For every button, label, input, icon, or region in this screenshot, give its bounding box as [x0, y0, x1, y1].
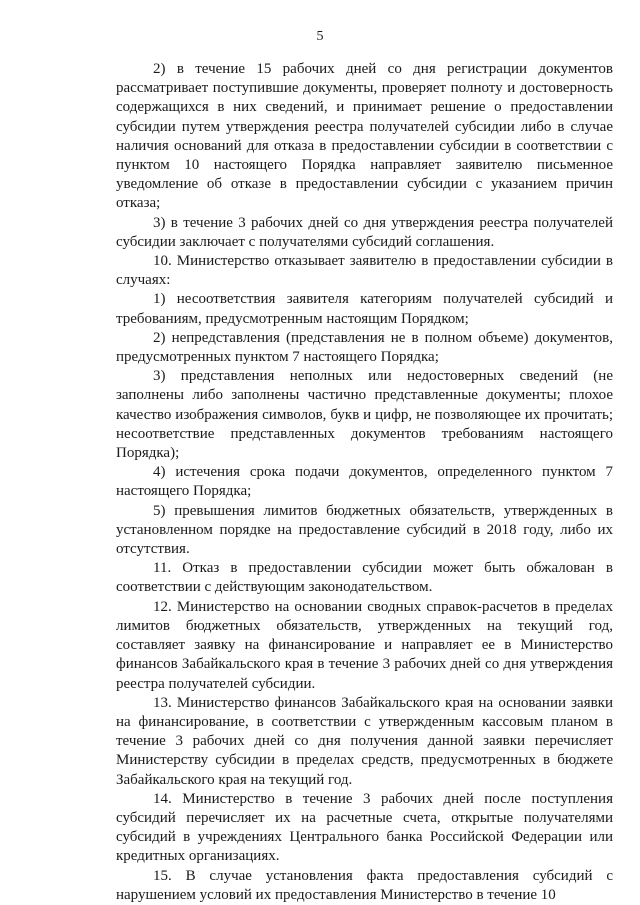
paragraph-11: 11. Отказ в предоставлении субсидии может быть обжалован в соответствии с действующим законодательством. — [116, 560, 613, 596]
paragraph-10-1: 1) несоответствия заявителя категориям получателей субсидий и требованиям, предусмотренным настоящим Порядком; — [116, 291, 613, 327]
paragraph-10-4: 4) истечения срока подачи документов, определенного пунктом 7 настоящего Порядка; — [116, 464, 613, 500]
paragraph-3-agreements: 3) в течение 3 рабочих дней со дня утверждения реестра получателей субсидии заключает с получателями субсидий соглашения. — [116, 214, 613, 250]
paragraph-14: 14. Министерство в течение 3 рабочих дней после поступления субсидий перечисляет их на расчетные счета, открытые получателями субсидий в учреждениях Центрального банка Российской Федерации или кредитных организациях. — [116, 790, 613, 865]
paragraph-10-5: 5) превышения лимитов бюджетных обязательств, утвержденных в установленном порядке на предоставление субсидий в 2018 году, либо их отсутствия. — [116, 502, 613, 558]
paragraph-10-refusal: 10. Министерство отказывает заявителю в предоставлении субсидии в случаях: — [116, 253, 613, 289]
page-number: 5 — [316, 29, 324, 44]
paragraph-2-review: 2) в течение 15 рабочих дней со дня регистрации документов рассматривает поступившие документы, проверяет полноту и достоверность содержащихся в них сведений, и принимает решение о предоставлении субсидии путем утверждения реестра получателей субсидии либо в случае наличия оснований для отказа в предоставлении субсидии в соответствии с пунктом 10 настоящего Порядка направляет заявителю письменное уведомление об отказе в предоставлении субсидии с указанием причин отказа; — [116, 61, 613, 212]
paragraph-13: 13. Министерство финансов Забайкальского края на основании заявки на финансирование, в соответствии с утвержденным кассовым планом в течение 3 рабочих дней со дня получения данной заявки перечисляет Министерству субсидии в пределах средств, предусмотренных в бюджете Забайкальского края на текущий год. — [116, 694, 613, 788]
document-body — [116, 60, 613, 905]
paragraph-12: 12. Министерство на основании сводных справок-расчетов в пределах лимитов бюджетных обязательств, утвержденных на текущий год, составляет заявку на финансирование и направляет ее в Министерство финансов Забайкальского края в течение 3 рабочих дней со дня утверждения реестра получателей субсидии. — [116, 598, 613, 692]
paragraph-10-3: 3) представления неполных или недостоверных сведений (не заполнены либо заполнены частично представленные документы; плохое качество изображения символов, букв и цифр, не позволяющее их прочитать; несоответствие представленных документов требованиям настоящего Порядка); — [116, 368, 613, 462]
paragraph-15: 15. В случае установления факта предоставления субсидий с нарушением условий их предоставления Министерство в течение 10 — [116, 867, 613, 903]
paragraph-10-2: 2) непредставления (представления не в полном объеме) документов, предусмотренных пунктом 7 настоящего Порядка; — [116, 329, 613, 366]
